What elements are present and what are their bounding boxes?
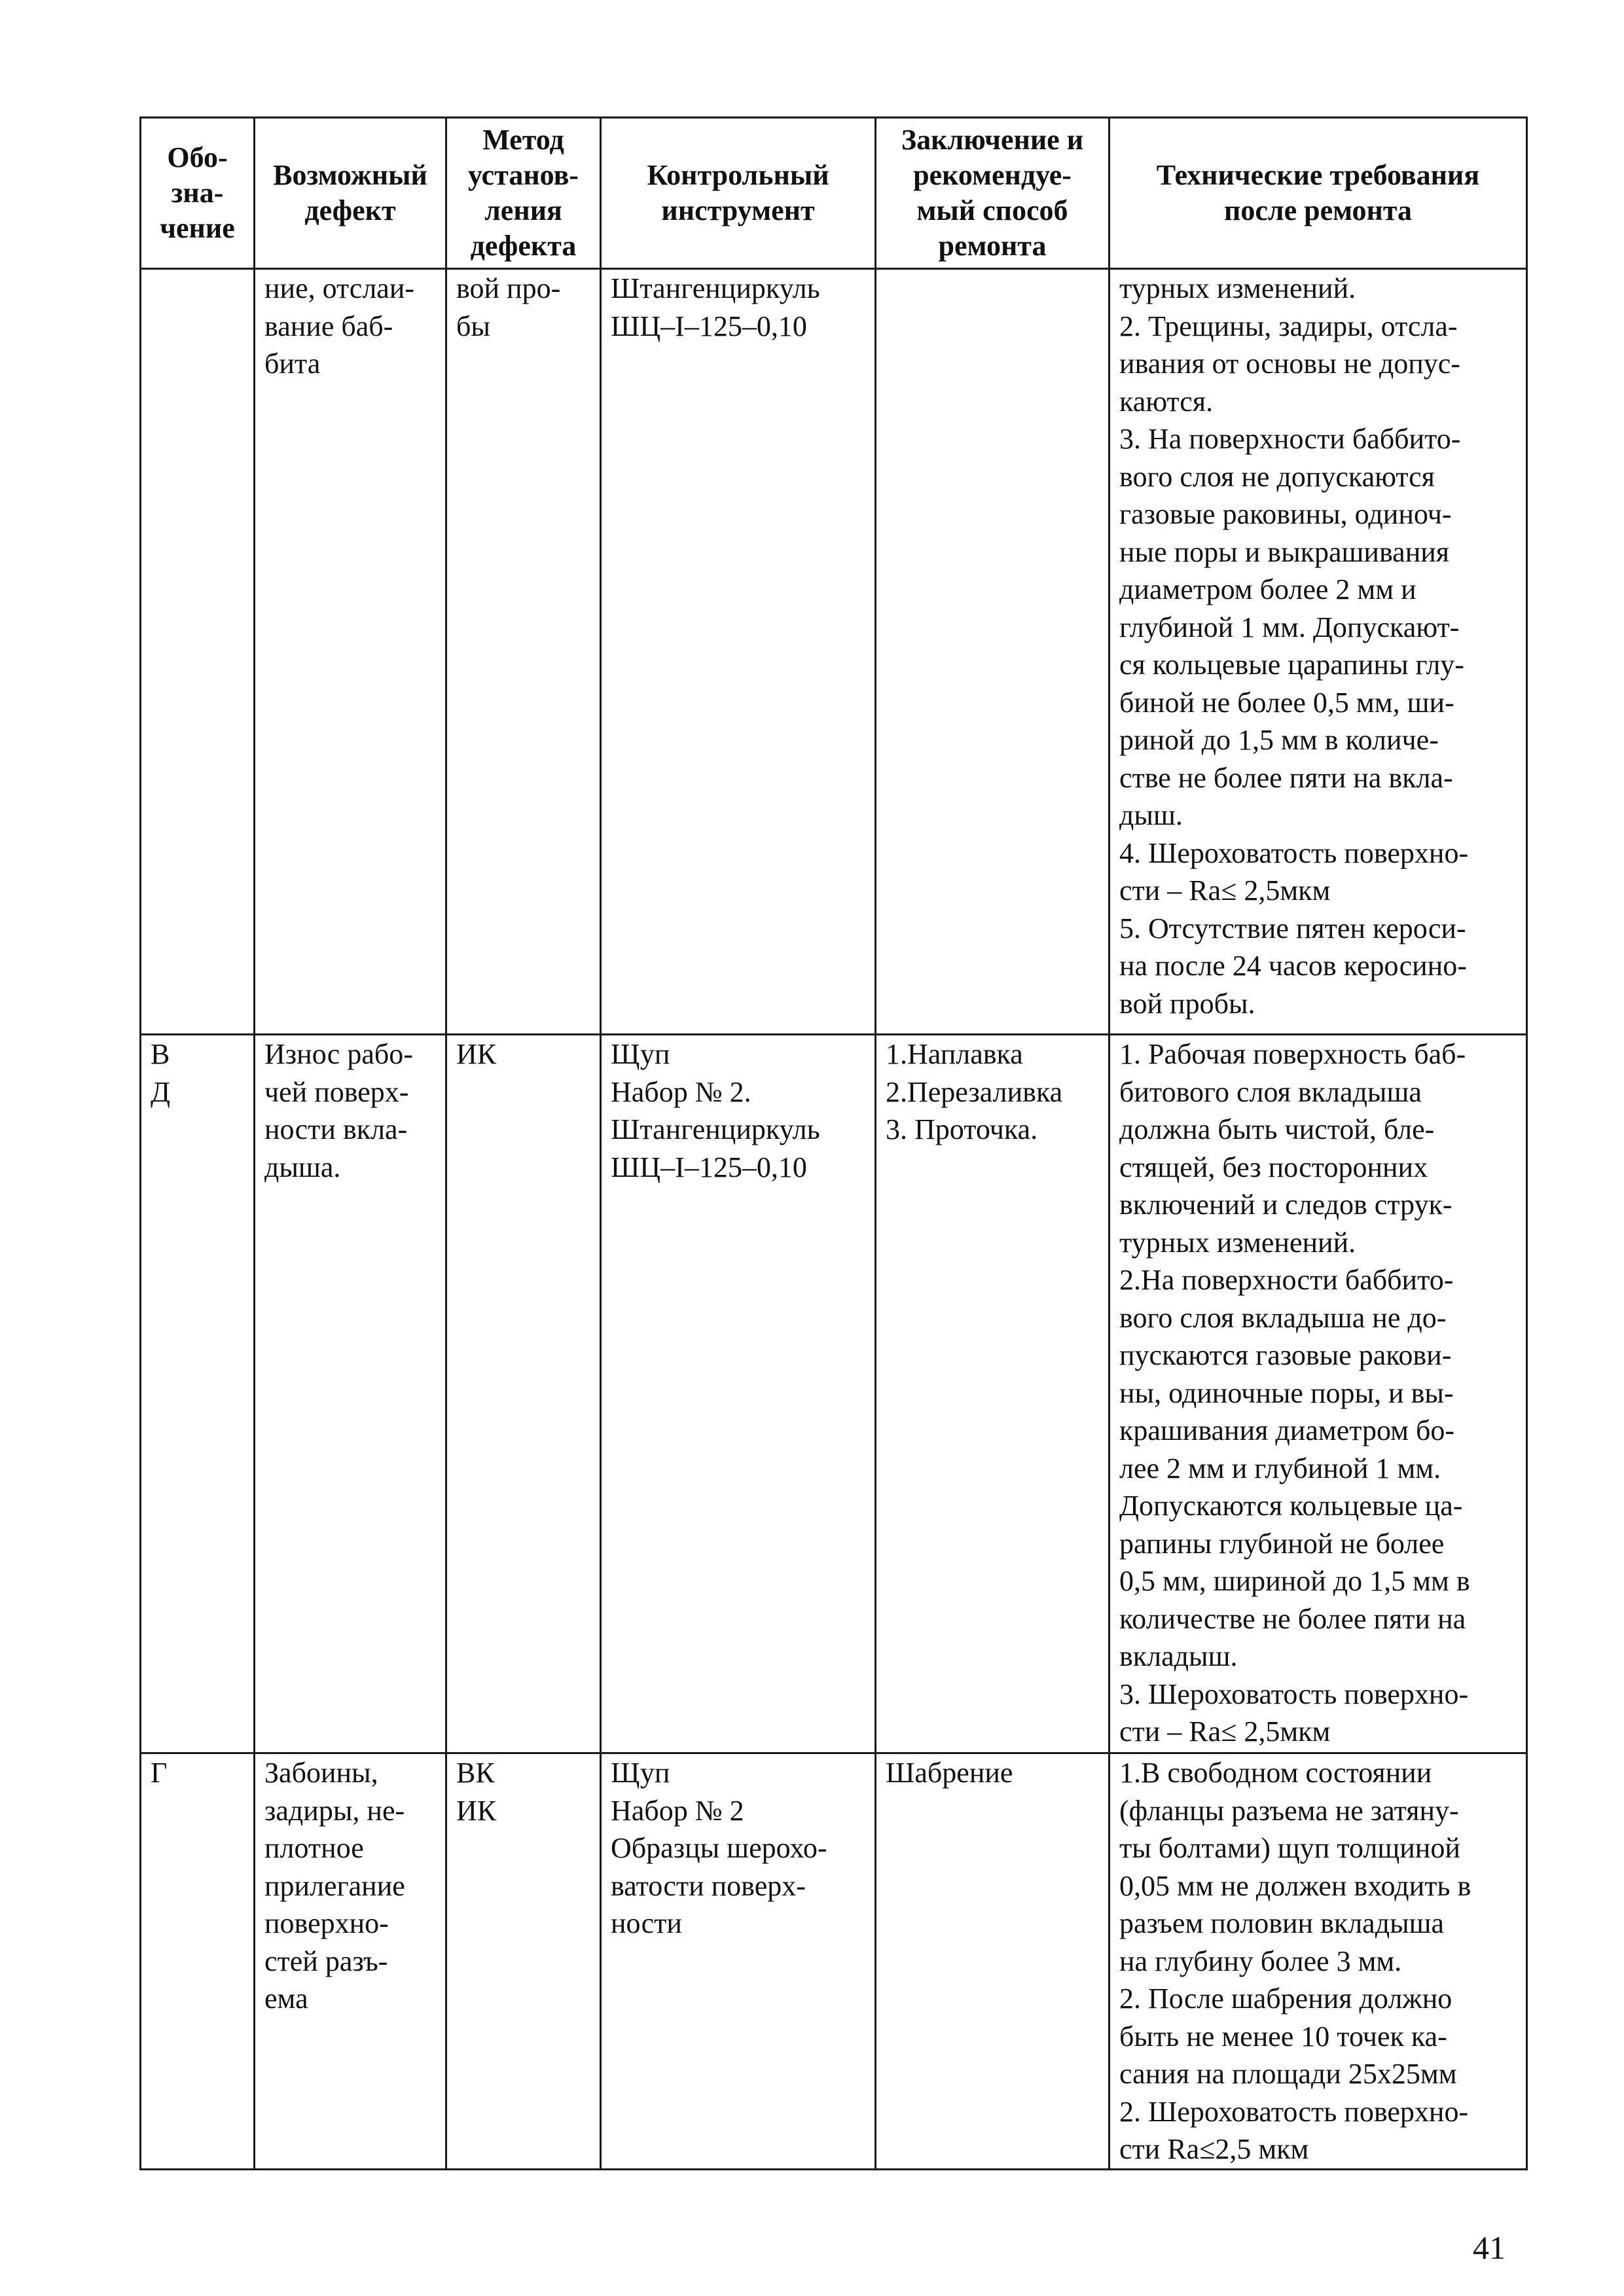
cell-text-line: Обо-: [167, 141, 228, 173]
cell-text-line: вание баб-: [264, 310, 393, 342]
cell-text-line: ты болтами) щуп толщиной: [1119, 1832, 1460, 1864]
cell-text-line: 2. Трещины, задиры, отсла-: [1119, 310, 1458, 342]
cell-text-line: инструмент: [661, 194, 815, 226]
page-number: 41: [1473, 2229, 1506, 2266]
cell-text-line: ления: [484, 194, 562, 226]
cell-text-line: турных изменений.: [1119, 272, 1356, 304]
cell-text-line: стей разъ-: [264, 1945, 388, 1977]
cell-text-line: ема: [264, 1982, 308, 2015]
cell-detection-method: [446, 1035, 601, 1753]
cell-text-line: ивания от основы не допус-: [1119, 348, 1460, 380]
cell-conclusion-repair: [876, 269, 1110, 1035]
cell-text-line: лее 2 мм и глубиной 1 мм.: [1119, 1452, 1441, 1484]
cell-text-line: каются.: [1119, 385, 1214, 418]
cell-text-line: 1.Наплавка: [886, 1038, 1023, 1070]
cell-text-line: стящей, без посторонних: [1119, 1151, 1428, 1183]
cell-text-line: рекомендуе-: [913, 159, 1072, 191]
cell-text-line: риной до 1,5 мм в количе-: [1119, 724, 1439, 756]
cell-text-line: плотное: [264, 1832, 364, 1864]
cell-text-line: ВК: [456, 1757, 495, 1789]
cell-text-line: после ремонта: [1224, 194, 1412, 226]
cell-text-line: Щуп: [611, 1038, 670, 1070]
cell-text-line: разъем половин вкладыша: [1119, 1907, 1445, 1939]
cell-text-line: дефекта: [470, 230, 577, 262]
cell-text-line: рапины глубиной не более: [1119, 1527, 1445, 1560]
cell-control-instrument: [601, 269, 876, 1035]
cell-text-line: 2. Шероховатость поверхно-: [1119, 2095, 1469, 2128]
cell-text-line: Штангенциркуль: [611, 1113, 820, 1145]
cell-text-line: ны, одиночные поры, и вы-: [1119, 1376, 1454, 1409]
cell-designation: [141, 1035, 255, 1753]
cell-text-line: Набор № 2.: [611, 1075, 751, 1108]
cell-text-line: 3. На поверхности баббито-: [1119, 423, 1461, 455]
cell-text-line: биной не более 0,5 мм, ши-: [1119, 686, 1454, 719]
cell-conclusion-repair: [876, 1035, 1110, 1753]
cell-technical-requirements: [1110, 1035, 1527, 1753]
cell-text-line: вой про-: [456, 272, 561, 304]
cell-text-line: 0,5 мм, шириной до 1,5 мм в: [1119, 1565, 1470, 1597]
cell-text-line: вого слоя вкладыша не до-: [1119, 1301, 1447, 1334]
cell-text-line: бы: [456, 310, 490, 342]
cell-text-line: Г: [151, 1757, 168, 1789]
cell-text-line: крашивания диаметром бо-: [1119, 1414, 1455, 1446]
cell-text-line: глубиной 1 мм. Допускают-: [1119, 611, 1460, 643]
cell-text-line: газовые раковины, одиноч-: [1119, 498, 1452, 530]
cell-text-line: ИК: [456, 1038, 497, 1070]
cell-text-line: Шабрение: [886, 1757, 1013, 1789]
cell-text-line: сти Ra≤2,5 мкм: [1119, 2133, 1309, 2165]
table-row: [141, 269, 1527, 1035]
cell-text-line: Метод: [482, 124, 564, 156]
cell-text-line: ние, отслаи-: [264, 272, 415, 304]
cell-text-line: Контрольный: [647, 159, 829, 191]
cell-text-line: на после 24 часов керосино-: [1119, 950, 1467, 982]
cell-text-line: 0,05 мм не должен входить в: [1119, 1869, 1471, 1902]
cell-text-line: Штангенциркуль: [611, 272, 820, 304]
cell-text-line: 2.Перезаливка: [886, 1075, 1063, 1108]
cell-text-line: 1. Рабочая поверхность баб-: [1119, 1038, 1466, 1070]
cell-text-line: 5. Отсутствие пятен кероси-: [1119, 912, 1466, 944]
cell-text-line: поверхно-: [264, 1907, 389, 1939]
cell-text-line: битового слоя вкладыша: [1119, 1075, 1422, 1108]
cell-text-line: сти – Ra≤ 2,5мкм: [1119, 1715, 1331, 1748]
table-row: [141, 1035, 1527, 1753]
cell-control-instrument: [601, 1035, 876, 1753]
header-possible-defect: [255, 118, 446, 269]
cell-text-line: дефект: [304, 194, 396, 226]
cell-text-line: сти – Ra≤ 2,5мкм: [1119, 874, 1331, 906]
cell-text-line: вкладыш.: [1119, 1640, 1238, 1672]
header-conclusion-repair: [876, 118, 1110, 269]
cell-text-line: 1.В свободном состоянии: [1119, 1757, 1432, 1789]
cell-text-line: Д: [151, 1075, 171, 1108]
cell-text-line: ремонта: [938, 230, 1047, 262]
cell-text-line: Щуп: [611, 1757, 670, 1789]
cell-text-line: Забоины,: [264, 1757, 378, 1789]
cell-text-line: 3. Проточка.: [886, 1113, 1038, 1145]
cell-text-line: ности вкла-: [264, 1113, 408, 1145]
cell-text-line: ШЦ–I–125–0,10: [611, 1151, 807, 1183]
header-technical-requirements: [1110, 118, 1527, 269]
cell-text-line: сания на площади 25х25мм: [1119, 2058, 1457, 2090]
cell-text-line: стве не более пяти на вкла-: [1119, 761, 1453, 794]
cell-text-line: установ-: [468, 159, 579, 191]
cell-conclusion-repair: [876, 1753, 1110, 2170]
cell-possible-defect: [255, 269, 446, 1035]
cell-text-line: вой пробы.: [1119, 987, 1255, 1020]
cell-text-line: прилегание: [264, 1869, 405, 1902]
cell-text-line: ШЦ–I–125–0,10: [611, 310, 807, 342]
cell-text-line: зна-: [171, 177, 224, 209]
cell-control-instrument: [601, 1753, 876, 2170]
cell-text-line: В: [151, 1038, 170, 1070]
cell-text-line: диаметром более 2 мм и: [1119, 573, 1416, 605]
cell-text-line: дыш.: [1119, 799, 1183, 831]
header-designation: [141, 118, 255, 269]
cell-text-line: на глубину более 3 мм.: [1119, 1945, 1402, 1977]
cell-text-line: вого слоя не допускаются: [1119, 460, 1435, 493]
cell-technical-requirements: [1110, 1753, 1527, 2170]
cell-designation: [141, 269, 255, 1035]
cell-text-line: количестве не более пяти на: [1119, 1602, 1466, 1635]
cell-possible-defect: [255, 1753, 446, 2170]
cell-text-line: ности: [611, 1907, 682, 1939]
cell-text-line: Допускаются кольцевые ца-: [1119, 1490, 1463, 1522]
table-header-row: [141, 118, 1527, 269]
cell-text-line: чей поверх-: [264, 1075, 409, 1108]
cell-text-line: турных изменений.: [1119, 1226, 1356, 1259]
cell-text-line: быть не менее 10 точек ка-: [1119, 2020, 1447, 2053]
cell-text-line: чение: [160, 212, 235, 244]
cell-text-line: 4. Шероховатость поверхно-: [1119, 836, 1469, 869]
cell-detection-method: [446, 269, 601, 1035]
cell-text-line: ИК: [456, 1794, 497, 1827]
cell-text-line: дыша.: [264, 1151, 341, 1183]
table-row: [141, 1753, 1527, 2170]
cell-text-line: бита: [264, 348, 321, 380]
header-detection-method: [446, 118, 601, 269]
cell-text-line: Заключение и: [901, 124, 1084, 156]
cell-text-line: 2. После шабрения должно: [1119, 1982, 1453, 2015]
cell-text-line: пускаются газовые ракови-: [1119, 1339, 1452, 1371]
cell-text-line: должна быть чистой, бле-: [1119, 1113, 1435, 1145]
cell-technical-requirements: [1110, 269, 1527, 1035]
cell-text-line: 3. Шероховатость поверхно-: [1119, 1677, 1469, 1710]
defects-table: [139, 117, 1528, 2170]
cell-possible-defect: [255, 1035, 446, 1753]
cell-text-line: 2.На поверхности баббито-: [1119, 1264, 1454, 1296]
cell-detection-method: [446, 1753, 601, 2170]
cell-text-line: включений и следов струк-: [1119, 1189, 1453, 1221]
cell-text-line: Возможный: [273, 159, 427, 191]
cell-text-line: Набор № 2: [611, 1794, 744, 1827]
cell-text-line: Технические требования: [1156, 159, 1480, 191]
cell-text-line: ватости поверх-: [611, 1869, 806, 1902]
cell-text-line: (фланцы разъема не затяну-: [1119, 1794, 1459, 1827]
cell-text-line: мый способ: [916, 194, 1068, 226]
cell-text-line: ные поры и выкрашивания: [1119, 535, 1450, 568]
cell-text-line: ся кольцевые царапины глу-: [1119, 649, 1464, 681]
cell-designation: [141, 1753, 255, 2170]
cell-text-line: задиры, не-: [264, 1794, 405, 1827]
cell-text-line: Образцы шерохо-: [611, 1832, 827, 1864]
cell-text-line: Износ рабо-: [264, 1038, 413, 1070]
header-control-instrument: [601, 118, 876, 269]
